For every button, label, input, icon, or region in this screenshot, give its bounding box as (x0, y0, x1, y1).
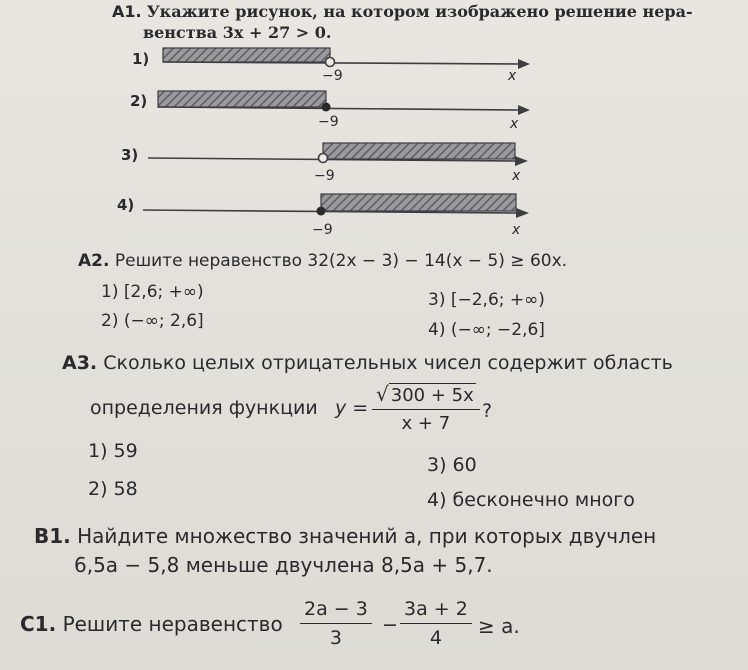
c1-fraction-1-denominator: 3 (329, 627, 342, 649)
a1-option-1-arrow (518, 59, 530, 69)
a3-function-fraction (372, 382, 480, 434)
c1-prompt-text: Решите неравенство (62, 612, 283, 636)
a3-question-mark: ? (482, 400, 493, 422)
b1-number: В1. (34, 524, 71, 548)
a2-option-1[interactable]: 1) [2,6; +∞) (101, 282, 204, 302)
a1-option-4-point-label: −9 (312, 222, 333, 238)
a1-option-2-axis (158, 107, 518, 110)
a3-option-4[interactable]: 4) бесконечно много (427, 489, 635, 511)
c1-fraction-1 (300, 598, 372, 649)
a1-option-1-axis (163, 62, 518, 64)
a2-option-2[interactable]: 2) (−∞; 2,6] (101, 311, 204, 331)
a3-option-3[interactable]: 3) 60 (427, 454, 477, 476)
a3-option-2[interactable]: 2) 58 (88, 478, 138, 500)
a1-option-2-label: 2) (130, 92, 148, 110)
a1-option-2-closed-point (322, 103, 331, 112)
a1-option-2-var: x (510, 116, 519, 132)
b1-line1 (34, 524, 656, 548)
a1-option-3-shading (323, 143, 515, 159)
a1-option-2-point-label: −9 (318, 114, 339, 130)
a3-option-1[interactable]: 1) 59 (88, 440, 138, 462)
a1-option-3-label: 3) (121, 146, 139, 164)
c1-fraction-2-denominator: 4 (429, 627, 442, 649)
a1-option-3-arrow (515, 156, 528, 166)
a1-option-3-var: x (512, 168, 521, 184)
a1-option-4-arrow (516, 208, 529, 218)
a1-option-3-line[interactable] (121, 143, 528, 184)
a1-option-1-point-label: −9 (322, 68, 343, 84)
c1-rhs: ≥ a. (478, 614, 520, 638)
a1-option-1-shading (163, 48, 330, 62)
a1-option-2-shading (158, 91, 326, 107)
a3-radicand: 300 + 5x (390, 385, 474, 406)
a1-option-4-label: 4) (117, 196, 135, 214)
b1-line1-text: Найдите множество значений a, при которых двучлен (77, 524, 657, 548)
a1-option-1-line[interactable] (132, 48, 530, 84)
a2-option-3[interactable]: 3) [−2,6; +∞) (428, 290, 545, 310)
a3-prompt-line2: определения функции (90, 397, 318, 419)
a2-prompt (78, 251, 567, 271)
a3-function-lhs: y = (335, 397, 369, 419)
a2-number: А2. (78, 251, 110, 271)
a3-function-denominator: x + 7 (401, 413, 451, 434)
a1-prompt-line2: венства 3x + 27 > 0. (143, 23, 332, 42)
a1-option-2-arrow (518, 105, 530, 115)
a3-function-numerator (372, 382, 480, 409)
a1-option-4-shading (321, 194, 516, 211)
a1-option-1-open-point (326, 58, 335, 67)
sqrt-icon: √ (376, 382, 389, 406)
a1-number: А1. (112, 2, 142, 21)
a3-prompt-text: Сколько целых отрицательных чисел содержит область (103, 352, 673, 374)
a1-option-2-line[interactable] (130, 91, 530, 132)
c1-number: С1. (20, 612, 57, 636)
c1-minus: − (382, 614, 398, 636)
c1-fraction-2-numerator: 3a + 2 (404, 598, 468, 620)
b1-line2: 6,5a − 5,8 меньше двучлена 8,5a + 5,7. (74, 553, 493, 577)
a2-prompt-text: Решите неравенство 32(2x − 3) − 14(x − 5) ≥ 60x. (114, 251, 568, 271)
a1-option-3-open-point (319, 154, 328, 163)
c1-fraction-1-numerator: 2a − 3 (304, 598, 368, 620)
c1-fraction-2 (400, 598, 472, 649)
a1-option-1-var: x (508, 68, 517, 84)
c1-prompt (20, 612, 283, 636)
a1-option-1-label: 1) (132, 50, 150, 68)
a1-prompt-text: Укажите рисунок, на котором изображено решение нера- (146, 2, 693, 21)
a3-prompt-line1 (62, 352, 673, 374)
a3-number: А3. (62, 352, 98, 374)
a2-option-4[interactable]: 4) (−∞; −2,6] (428, 320, 545, 340)
a1-option-4-closed-point (317, 207, 326, 216)
a1-number-lines (0, 0, 748, 250)
a1-option-4-var: x (512, 222, 521, 238)
a1-option-4-line[interactable] (117, 194, 529, 238)
a1-option-3-point-label: −9 (314, 168, 335, 184)
